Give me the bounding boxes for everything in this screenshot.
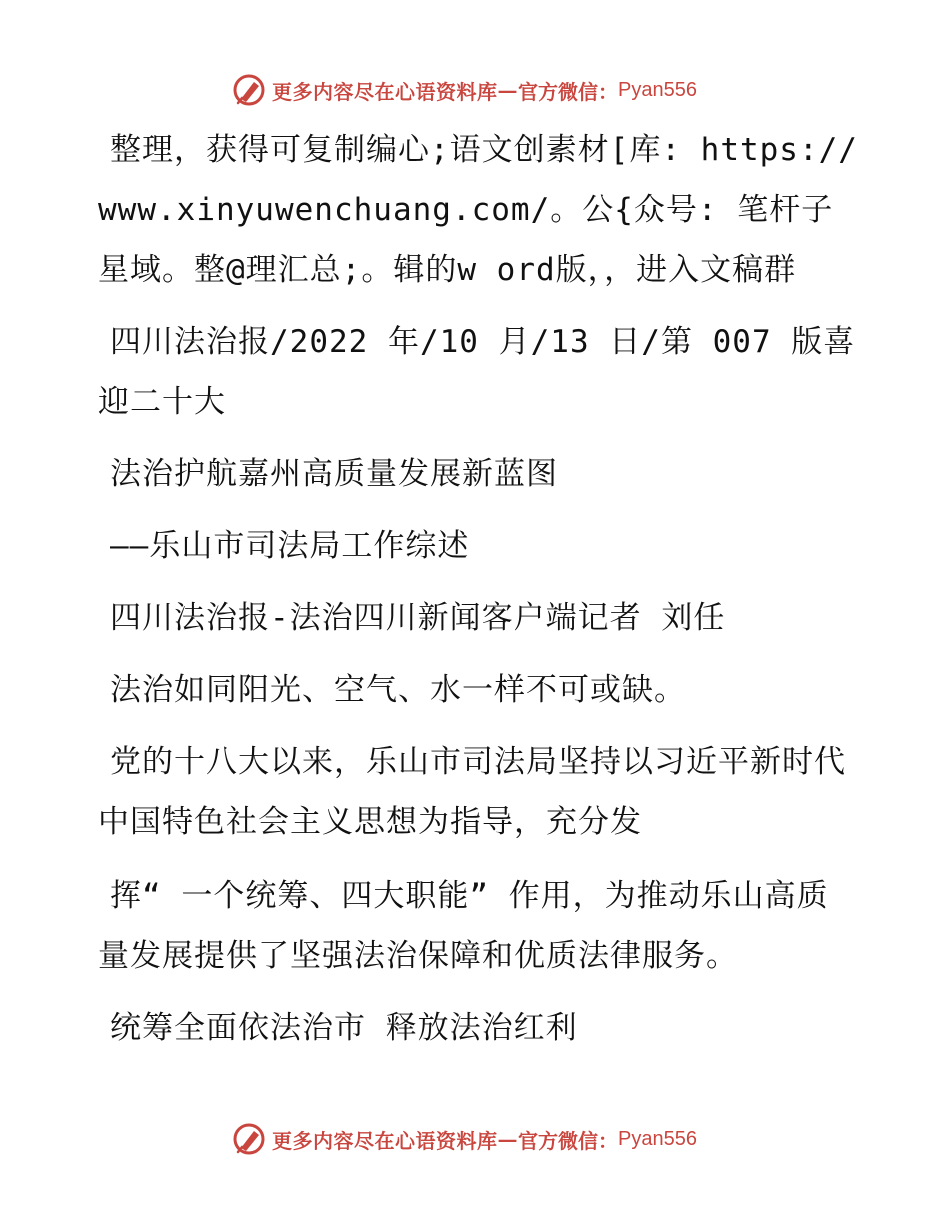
article-title: 法治护航嘉州高质量发展新蓝图 — [110, 456, 558, 492]
banner-contact-label: 官方微信： — [518, 1128, 618, 1153]
pen-circle-logo-icon — [232, 73, 266, 107]
banner-contact-handle: Pyan556 — [618, 1127, 697, 1150]
header-banner — [232, 70, 697, 110]
document-body — [98, 120, 858, 1058]
source-line: 四川法治报/2022 年/10 月/13 日/第 007 版喜迎二十大 — [98, 324, 856, 420]
banner-dash: — — [497, 78, 518, 102]
section-heading: 统筹全面依法治市 释放法治红利 — [110, 1010, 578, 1046]
paragraph-3: 挥“ 一个统筹、四大职能” 作用，为推动乐山高质量发展提供了坚强法治保障和优质法律服务。 — [98, 878, 829, 974]
banner-text: 更多内容尽在心语资料库 — [272, 79, 498, 104]
pen-circle-logo-icon — [232, 1122, 266, 1156]
banner-contact-label: 官方微信： — [518, 79, 618, 104]
banner-text: 更多内容尽在心语资料库 — [272, 1128, 498, 1153]
banner-contact-handle: Pyan556 — [618, 78, 697, 101]
paragraph-2: 党的十八大以来，乐山市司法局坚持以习近平新时代中国特色社会主义思想为指导，充分发 — [98, 744, 846, 840]
paragraph-1: 法治如同阳光、空气、水一样不可或缺。 — [110, 672, 686, 708]
footer-banner — [232, 1119, 697, 1159]
article-subtitle: ——乐山市司法局工作综述 — [110, 528, 470, 564]
banner-dash: — — [497, 1127, 518, 1151]
intro-paragraph: 整理，获得可复制编心;语文创素材[库: https://www.xinyuwenchuang.com/。公{众号: 笔杆子星域。整@理汇总;。辑的w ord版，，进入文稿群 — [98, 132, 858, 288]
byline: 四川法治报-法治四川新闻客户端记者 刘任 — [110, 600, 726, 636]
